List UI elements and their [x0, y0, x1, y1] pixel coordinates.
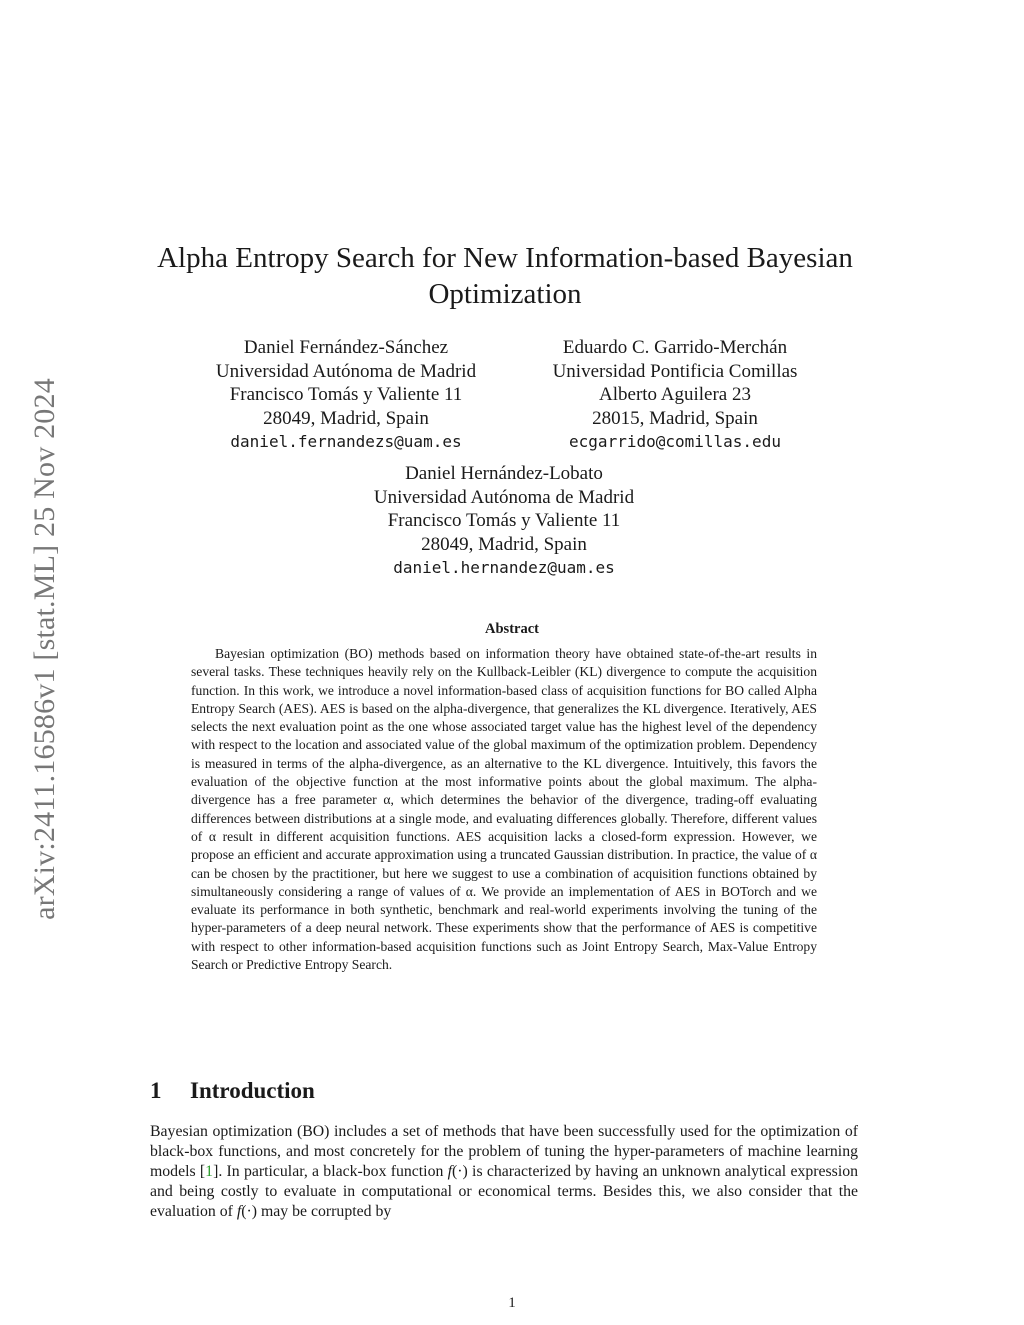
author-email[interactable]: ecgarrido@comillas.edu	[569, 432, 781, 451]
intro-paragraph	[150, 1122, 858, 1222]
text-run: ]. In particular, a black-box function	[213, 1163, 448, 1180]
math-symbol: f	[236, 1203, 242, 1220]
page-number: 1	[508, 1295, 516, 1311]
math-symbol: f	[447, 1163, 453, 1180]
author-address: Francisco Tomás y Valiente 11	[387, 510, 621, 531]
text-run: (·) is characterized by having an unknown analytical expression and being costly to evaluate in computational or economical terms. Besides this, we also consider that the evaluation of	[150, 1163, 859, 1220]
author-block-2	[530, 336, 820, 454]
author-block-3	[352, 462, 656, 580]
author-affiliation: Universidad Pontificia Comillas	[552, 360, 798, 382]
arxiv-identifier: arXiv:2411.16586v1 [stat.ML] 25 Nov 2024	[28, 378, 61, 920]
author-name: Eduardo C. Garrido-Merchán	[562, 337, 788, 358]
section-heading	[150, 1078, 315, 1104]
author-city: 28049, Madrid, Spain	[421, 533, 587, 555]
author-affiliation: Universidad Autónoma de Madrid	[373, 486, 635, 508]
author-name: Daniel Hernández-Lobato	[405, 463, 603, 484]
paper-title: Alpha Entropy Search for New Information-based Bayesian Optimization	[157, 242, 853, 310]
author-address: Francisco Tomás y Valiente 11	[229, 384, 463, 405]
section-title: Introduction	[190, 1078, 315, 1103]
author-affiliation: Universidad Autónoma de Madrid	[215, 360, 477, 382]
author-name: Daniel Fernández-Sánchez	[243, 337, 449, 358]
citation-link[interactable]: 1	[205, 1163, 214, 1180]
text-run: (·) may be corrupted by	[241, 1203, 392, 1220]
text-run: Bayesian optimization (BO) includes a set of methods that have been successfully used for the optimization of black-box functions, and most concretely for the problem of tuning the hyper-parameters of machine learning models [	[150, 1123, 858, 1180]
author-city: 28049, Madrid, Spain	[263, 407, 429, 429]
author-email[interactable]: daniel.fernandezs@uam.es	[230, 432, 462, 451]
author-city: 28015, Madrid, Spain	[592, 407, 758, 429]
author-address: Alberto Aguilera 23	[599, 384, 751, 405]
section-number: 1	[150, 1078, 162, 1103]
author-email[interactable]: daniel.hernandez@uam.es	[393, 558, 615, 577]
abstract-heading: Abstract	[485, 621, 539, 637]
author-block-1	[196, 336, 496, 454]
arxiv-sidebar	[22, 342, 68, 956]
abstract-text: Bayesian optimization (BO) methods based on information theory have obtained state-of-the-art results in several tasks. These techniques heavily rely on the Kullback-Leibler (KL) divergence to compute the acquisition function. In this work, we introduce a novel information-based class of acquisition functions for BO called Alpha Entropy Search (AES). AES is based on the alpha-divergence, that generalizes the KL divergence. Iteratively, AES selects the next evaluation point as the one whose associated target value has the highest level of the dependency with respect to the location and associated value of the global maximum of the optimization problem. Dependency is measured in terms of the alpha-divergence, as an alternative to the KL divergence. Intuitively, this favors the evaluation of the objective function at the most informative points about the global maximum. The alpha-divergence has a free parameter α, which determines the behavior of the divergence, trading-off evaluating differences between distributions at a single mode, and evaluating differences globally. Therefore, different values of α result in different acquisition functions. AES acquisition lacks a closed-form expression. However, we propose an efficient and accurate approximation using a truncated Gaussian distribution. In practice, the value of α can be chosen by the practitioner, but here we suggest to use a combination of acquisition functions obtained by simultaneously considering a range of values of α. We provide an implementation of AES in BOTorch and we evaluate its performance in both synthetic, benchmark and real-world experiments involving the tuning of the hyper-parameters of a deep neural network. These experiments show that the performance of AES is competitive with respect to other information-based acquisition functions such as Joint Entropy Search, Max-Value Entropy Search or Predictive Entropy Search.	[191, 646, 817, 973]
